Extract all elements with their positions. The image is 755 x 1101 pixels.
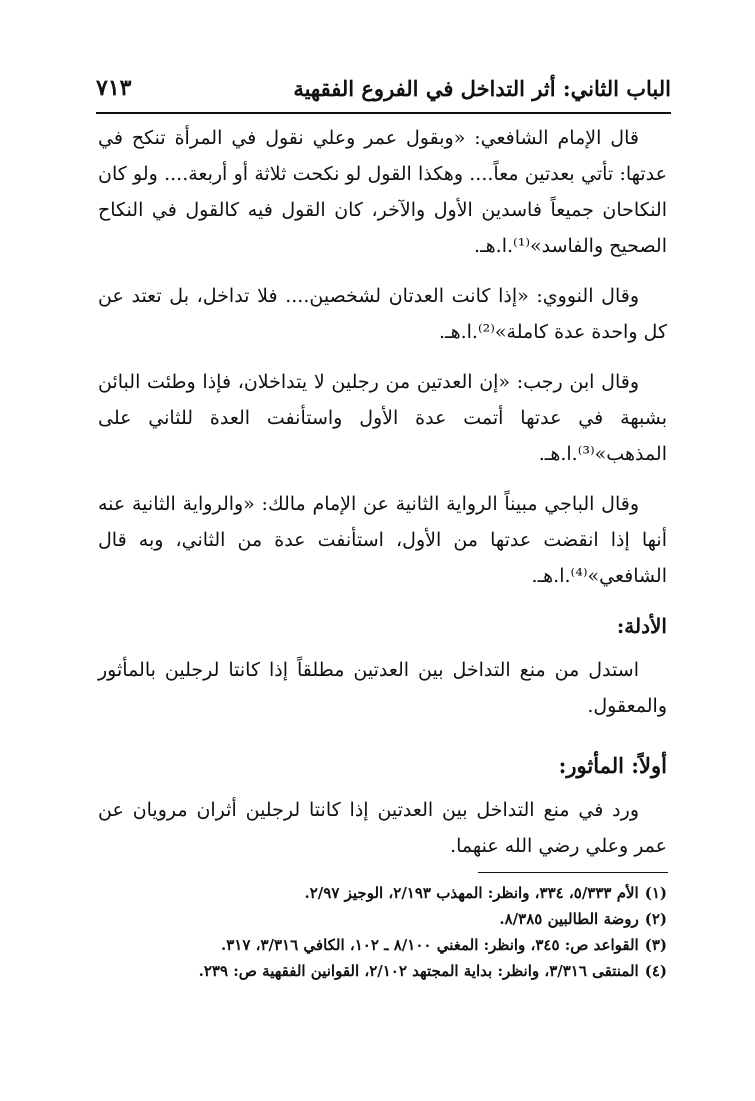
- footnote-text: المنتقى ٣/٣١٦، وانظر: بداية المجتهد ٢/١٠٢، القوانين الفقهية ص: ٢٣٩.: [198, 962, 639, 980]
- footnote: [98, 932, 667, 958]
- quote-baji: وقال الباجي مبيناً الرواية الثانية عن الإمام مالك: «والرواية الثانية عنه أنها إذا انقضت عدتها من الأول، استأنفت عدة من الثاني، وبه قال الشافعي»⁽⁴⁾.ا.هـ.: [98, 493, 667, 587]
- chapter-title: الباب الثاني: أثر التداخل في الفروع الفقهية: [293, 75, 671, 101]
- footnote-text: روضة الطالبين ٨/٣٨٥.: [499, 910, 639, 928]
- section-heading-first: أولاً: المأثور:: [558, 753, 667, 778]
- footnote: [98, 958, 667, 984]
- footnote-number: (٣): [644, 936, 667, 954]
- footnote: [98, 880, 667, 906]
- footnotes: [98, 880, 667, 984]
- running-header: [96, 68, 671, 108]
- quote-shafii: قال الإمام الشافعي: «وبقول عمر وعلي نقول في المرأة تنكح في عدتها: تأتي بعدتين معاً.... وهكذا القول لو نكحت ثلاثة أو أربعة.... ولو كان النكاحان جميعاً فاسدين الأول والآخر، كان القول فيه كالقول في النكاح الصحيح والفاسد»⁽¹⁾.ا.هـ.: [98, 127, 667, 257]
- section-heading-evidence: الأدلة:: [616, 614, 667, 638]
- footnote-text: الأم ٥/٣٣٣، ٣٣٤، وانظر: المهذب ٢/١٩٣، الوجيز ٢/٩٧.: [304, 884, 639, 902]
- footnote-text: القواعد ص: ٣٤٥، وانظر: المغني ٨/١٠٠ ـ ١٠٢، الكافي ٣/٣١٦، ٣١٧.: [220, 936, 639, 954]
- footnote: [98, 906, 667, 932]
- footnote-number: (٤): [644, 962, 667, 980]
- quote-nawawi: وقال النووي: «إذا كانت العدتان لشخصين.... فلا تداخل، بل تعتد عن كل واحدة عدة كاملة»⁽²⁾.ا.هـ.: [98, 285, 667, 343]
- footnote-number: (١): [644, 884, 667, 902]
- evidence-paragraph: استدل من منع التداخل بين العدتين مطلقاً إذا كانتا لرجلين بالمأثور والمعقول.: [98, 659, 667, 717]
- page-number: ٧١٣: [96, 75, 132, 101]
- first-paragraph: ورد في منع التداخل بين العدتين إذا كانتا لرجلين أثران مرويان عن عمر وعلي رضي الله عنهما.: [98, 799, 667, 857]
- footnote-rule: [478, 872, 668, 873]
- footnote-number: (٢): [644, 910, 667, 928]
- main-text: [98, 120, 667, 878]
- quote-ibn-rajab: وقال ابن رجب: «إن العدتين من رجلين لا يتداخلان، فإذا وطئت البائن بشبهة في عدتها أتمت عدة الأول واستأنفت العدة للثاني على المذهب»⁽³⁾.ا.هـ.: [98, 371, 667, 465]
- header-rule: [96, 112, 671, 114]
